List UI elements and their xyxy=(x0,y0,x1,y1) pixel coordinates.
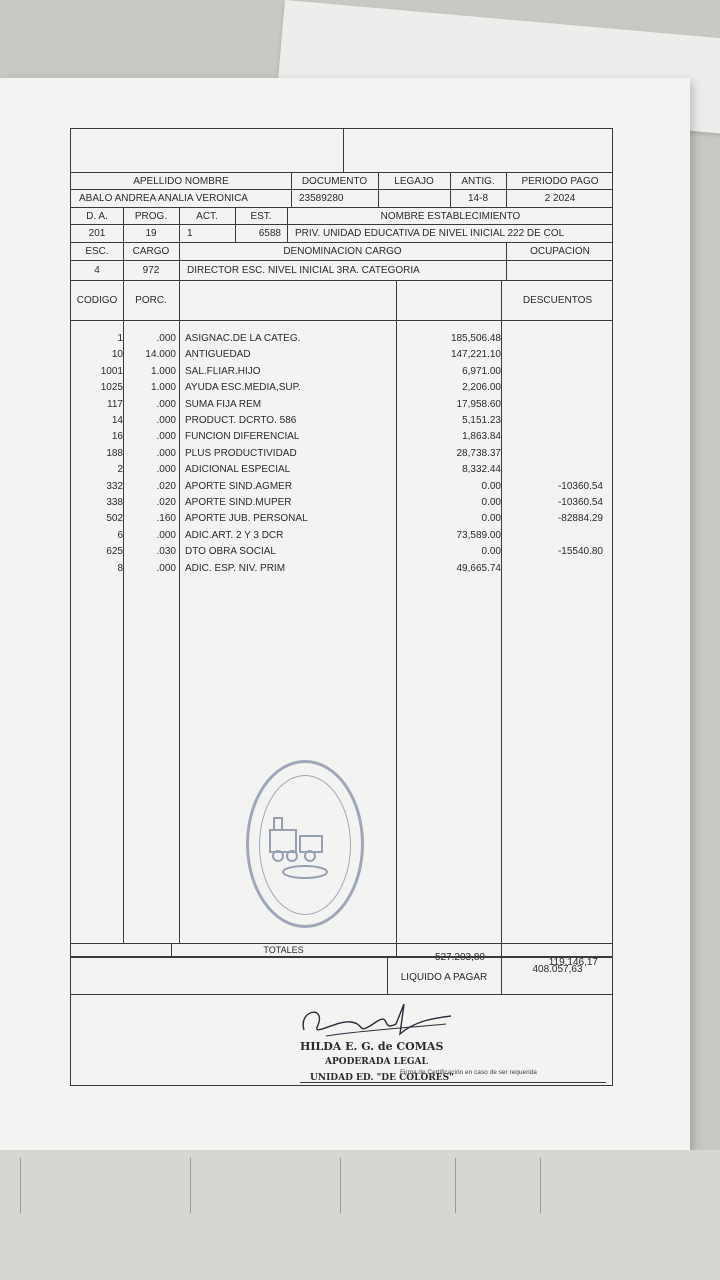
denominacion-label: DENOMINACION CARGO xyxy=(283,246,402,257)
item-porc: .000 xyxy=(156,333,176,344)
item-row xyxy=(71,528,612,544)
paper-edge xyxy=(455,1158,456,1213)
apellido-nombre-value: ABALO ANDREA ANALIA VERONICA xyxy=(79,193,248,204)
item-porc: 14.000 xyxy=(145,349,176,361)
item-amount: 185,506.48 xyxy=(450,333,501,344)
antig-value: 14-8 xyxy=(467,193,488,204)
stamp-train-icon xyxy=(260,810,350,880)
item-amount: 6,971.00 xyxy=(462,365,501,377)
antig-label: ANTIG. xyxy=(461,175,495,187)
item-deduction: -10360.54 xyxy=(557,480,603,492)
personal-values-row xyxy=(71,190,612,208)
item-description: ADIC. ESP. NIV. PRIM xyxy=(185,562,286,574)
prog-value: 19 xyxy=(145,228,157,239)
item-row xyxy=(71,561,612,577)
item-description: APORTE JUB. PERSONAL xyxy=(185,513,308,525)
paper-edge xyxy=(190,1158,191,1213)
denominacion-value: DIRECTOR ESC. NIVEL INICIAL 3RA. CATEGORIA xyxy=(187,265,420,276)
ocupacion-label: OCUPACION xyxy=(530,246,590,257)
da-value: 201 xyxy=(88,228,106,239)
da-label: D. A. xyxy=(86,210,108,222)
item-porc: .160 xyxy=(156,513,176,525)
documento-value: 23589280 xyxy=(299,193,344,204)
item-code: 1 xyxy=(117,333,123,344)
porc-label: PORC. xyxy=(135,295,167,306)
liquido-row xyxy=(71,957,612,995)
item-amount: 73,589.00 xyxy=(456,529,501,541)
item-description: AYUDA ESC.MEDIA,SUP. xyxy=(185,382,301,394)
item-description: ANTIGUEDAD xyxy=(185,349,251,361)
item-amount: 17,958.60 xyxy=(456,398,501,410)
periodo-value: 2 2024 xyxy=(544,193,576,204)
item-porc: .000 xyxy=(156,464,176,476)
paper-edge xyxy=(340,1158,341,1213)
establishment-values-row xyxy=(71,225,612,243)
item-amount: 0.00 xyxy=(481,513,501,525)
signer-unit: UNIDAD ED. "DE COLORES" xyxy=(310,1073,454,1083)
blank-header-row xyxy=(71,129,612,173)
item-amount: 0.00 xyxy=(481,546,501,558)
item-deduction: -82884.29 xyxy=(557,513,603,525)
item-description: SUMA FIJA REM xyxy=(185,398,262,410)
item-code: 625 xyxy=(106,546,123,558)
desk-surface xyxy=(0,1150,720,1280)
documento-label: DOCUMENTO xyxy=(301,175,368,187)
paper-edge xyxy=(540,1158,541,1213)
item-porc: .000 xyxy=(156,398,176,410)
signer-role: APODERADA LEGAL xyxy=(325,1057,428,1067)
item-description: ADIC.ART. 2 Y 3 DCR xyxy=(185,529,284,541)
item-code: 332 xyxy=(106,480,123,492)
item-code: 1001 xyxy=(100,365,123,377)
item-row xyxy=(71,495,612,511)
cargo-labels-row xyxy=(71,243,612,261)
item-amount: 8,332.44 xyxy=(462,464,501,476)
item-amount: 147,221.10 xyxy=(450,349,501,361)
item-code: 338 xyxy=(106,497,123,508)
payslip-form xyxy=(70,128,613,1086)
item-code: 2 xyxy=(117,464,123,476)
item-porc: .000 xyxy=(156,562,176,574)
legajo-value xyxy=(378,190,450,207)
item-code: 1025 xyxy=(100,382,123,394)
certification-note: Firma de Certificación en caso de ser requerida xyxy=(400,1069,537,1076)
paper-edge xyxy=(20,1158,21,1213)
item-row xyxy=(71,380,612,396)
item-code: 188 xyxy=(106,447,123,459)
item-amount: 28,738.37 xyxy=(456,447,501,459)
establecimiento-value: PRIV. UNIDAD EDUCATIVA DE NIVEL INICIAL 222 DE COL xyxy=(295,228,565,239)
establecimiento-label: NOMBRE ESTABLECIMIENTO xyxy=(380,210,521,222)
item-porc: 1.000 xyxy=(150,365,176,377)
apellido-nombre-label: APELLIDO NOMBRE xyxy=(133,175,229,187)
item-code: 117 xyxy=(107,398,123,410)
total-descuentos: 119.146,17 xyxy=(548,956,598,968)
item-code: 10 xyxy=(111,349,123,361)
item-porc: 1.000 xyxy=(150,382,176,394)
item-porc: .000 xyxy=(156,431,176,443)
item-porc: .000 xyxy=(156,447,176,459)
item-row xyxy=(71,479,612,495)
item-row xyxy=(71,331,612,347)
item-row xyxy=(71,397,612,413)
esc-value: 4 xyxy=(94,265,100,276)
item-row xyxy=(71,364,612,380)
item-amount: 1,863.84 xyxy=(462,431,501,443)
total-haberes: 527.203,80 xyxy=(434,951,485,963)
item-row xyxy=(71,544,612,560)
handwritten-signature xyxy=(296,1000,456,1045)
est-label: EST. xyxy=(250,210,272,222)
cargo-label: CARGO xyxy=(132,246,170,257)
signer-name: HILDA E. G. de COMAS xyxy=(300,1040,444,1053)
item-row xyxy=(71,462,612,478)
item-row xyxy=(71,413,612,429)
item-row xyxy=(71,347,612,363)
item-porc: .000 xyxy=(156,415,176,426)
cargo-values-row xyxy=(71,261,612,281)
cargo-value: 972 xyxy=(142,265,160,276)
item-porc: .020 xyxy=(156,497,176,508)
totales-label: TOTALES xyxy=(263,945,304,955)
item-amount: 0.00 xyxy=(481,497,501,508)
personal-labels-row xyxy=(71,173,612,190)
item-description: APORTE SIND.AGMER xyxy=(185,480,293,492)
item-code: 6 xyxy=(117,529,123,541)
item-amount: 0.00 xyxy=(481,480,501,492)
columns-header-row xyxy=(71,281,612,321)
item-porc: .020 xyxy=(156,480,176,492)
periodo-label: PERIODO PAGO xyxy=(521,175,599,187)
item-amount: 5,151.23 xyxy=(462,415,501,426)
item-description: ASIGNAC.DE LA CATEG. xyxy=(185,333,301,344)
item-porc: .000 xyxy=(156,529,176,541)
item-description: APORTE SIND.MUPER xyxy=(185,497,292,508)
item-row xyxy=(71,446,612,462)
legajo-label: LEGAJO xyxy=(394,175,434,187)
item-description: DTO OBRA SOCIAL xyxy=(185,546,276,558)
item-porc: .030 xyxy=(156,546,176,558)
item-code: 16 xyxy=(111,431,123,443)
item-code: 8 xyxy=(117,562,123,574)
item-row xyxy=(71,511,612,527)
liquido-value: 408.057,63 xyxy=(532,963,583,975)
item-description: SAL.FLIAR.HIJO xyxy=(185,365,261,377)
item-code: 502 xyxy=(106,513,123,525)
establishment-labels-row xyxy=(71,208,612,225)
item-description: PRODUCT. DCRTO. 586 xyxy=(185,415,297,426)
descuentos-label: DESCUENTOS xyxy=(522,295,593,306)
item-row xyxy=(71,429,612,445)
codigo-label: CODIGO xyxy=(76,295,118,306)
act-label: ACT. xyxy=(196,210,218,222)
item-deduction: -15540.80 xyxy=(557,546,603,558)
item-description: FUNCION DIFERENCIAL xyxy=(185,431,300,443)
item-description: ADICIONAL ESPECIAL xyxy=(185,464,291,476)
item-code: 14 xyxy=(111,415,123,426)
item-amount: 49,665.74 xyxy=(456,562,501,574)
item-amount: 2,206.00 xyxy=(462,382,501,394)
certification-line xyxy=(300,1082,606,1083)
est-value: 6588 xyxy=(258,228,281,239)
prog-label: PROG. xyxy=(134,210,168,222)
item-deduction: -10360.54 xyxy=(557,497,603,508)
act-value: 1 xyxy=(187,228,193,239)
item-description: PLUS PRODUCTIVIDAD xyxy=(185,447,297,459)
liquido-label: LIQUIDO A PAGAR xyxy=(400,971,488,983)
esc-label: ESC. xyxy=(85,246,109,257)
